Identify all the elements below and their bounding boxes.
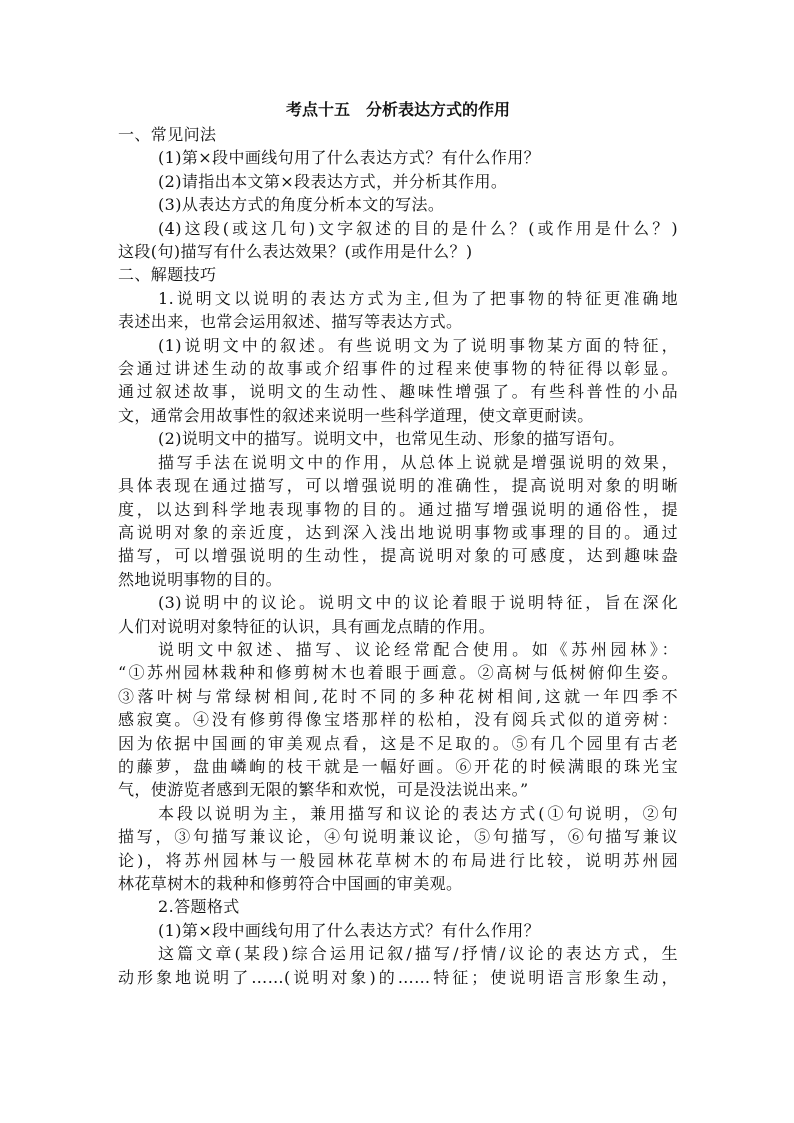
quote-line: “①苏州园林栽种和修剪树木也着眼于画意。②高树与低树俯仰生姿。 (118, 663, 678, 683)
body-line: 文，通常会用故事性的叙述来说明一些科学道理，使文章更耐读。 (118, 405, 594, 425)
body-line: 动形象地说明了……(说明对象)的……特征；使说明语言形象生动， (118, 967, 678, 987)
body-line: 说明文中叙述、描写、议论经常配合使用。如《苏州园林》： (158, 639, 678, 659)
body-line: 通过叙述故事，说明文的生动性、趣味性增强了。有些科普性的小品 (118, 382, 678, 402)
question-line-1: (1)第×段中画线句用了什么表达方式？有什么作用？ (158, 148, 541, 168)
body-line: (1)第×段中画线句用了什么表达方式？有什么作用？ (158, 920, 541, 940)
body-line: 论)，将苏州园林与一般园林花草树木的布局进行比较，说明苏州园 (118, 850, 678, 870)
body-line: 林花草树木的栽种和修剪符合中国画的审美观。 (118, 874, 463, 893)
section-heading-techniques: 二、解题技巧 (118, 265, 217, 285)
body-line: 然地说明事物的目的。 (118, 569, 283, 589)
body-line: 具体表现在通过描写，可以增强说明的准确性，提高说明对象的明晰 (118, 476, 678, 496)
quote-line: 气，使游览者感到无限的繁华和欢悦，可是没法说出来。” (118, 780, 529, 800)
body-line: 描写，可以增强说明的生动性，提高说明对象的可感度，达到趣味盎 (118, 546, 678, 566)
quote-line: 因为依据中国画的审美观点看，这是不足取的。⑤有几个园里有古老 (118, 733, 678, 753)
question-line-4-cont: 这段(句)描写有什么表达效果？(或作用是什么？) (118, 242, 473, 262)
quote-line: ③落叶树与常绿树相间,花时不同的多种花树相间,这就一年四季不 (118, 686, 678, 706)
page-title: 考点十五 分析表达方式的作用 (285, 100, 510, 119)
body-line: 表述出来，也常会运用叙述、描写等表达方式。 (118, 312, 463, 332)
body-line: 1.说明文以说明的表达方式为主,但为了把事物的特征更准确地 (158, 288, 678, 308)
body-line: 人们对说明对象特征的认识，具有画龙点睛的作用。 (118, 616, 496, 636)
body-line: 描写，③句描写兼议论，④句说明兼议论，⑤句描写，⑥句描写兼议 (118, 827, 678, 847)
body-line: 度，以达到科学地表现事物的目的。通过描写增强说明的通俗性，提 (118, 499, 678, 519)
question-line-3: (3)从表达方式的角度分析本文的写法。 (158, 195, 445, 215)
quote-line: 感寂寞。④没有修剪得像宝塔那样的松柏，没有阅兵式似的道旁树： (118, 710, 678, 730)
body-line: 会通过讲述生动的故事或介绍事件的过程来使事物的特征得以彰显。 (118, 359, 678, 379)
body-line: (2)说明文中的描写。说明文中，也常见生动、形象的描写语句。 (158, 429, 625, 449)
body-line: (3)说明中的议论。说明文中的议论着眼于说明特征，旨在深化 (158, 593, 678, 613)
body-line: 这篇文章(某段)综合运用记叙/描写/抒情/议论的表达方式，生 (158, 944, 678, 964)
section-heading-common-questions: 一、常见问法 (118, 125, 217, 144)
body-line: (1)说明文中的叙述。有些说明文为了说明事物某方面的特征， (158, 335, 678, 355)
quote-line: 的藤萝，盘曲嶙峋的枝干就是一幅好画。⑥开花的时候满眼的珠光宝 (118, 756, 678, 776)
body-line: 描写手法在说明文中的作用，从总体上说就是增强说明的效果， (158, 452, 678, 472)
question-line-2: (2)请指出本文第×段表达方式，并分析其作用。 (158, 171, 508, 191)
body-line: 高说明对象的亲近度，达到深入浅出地说明事物或事理的目的。通过 (118, 522, 678, 542)
subheading-answer-format: 2.答题格式 (158, 897, 240, 917)
question-line-4: (4)这段(或这几句)文字叙述的目的是什么？(或作用是什么？) (158, 218, 678, 238)
body-line: 本段以说明为主，兼用描写和议论的表达方式(①句说明，②句 (158, 803, 678, 823)
document-page (118, 96, 678, 989)
